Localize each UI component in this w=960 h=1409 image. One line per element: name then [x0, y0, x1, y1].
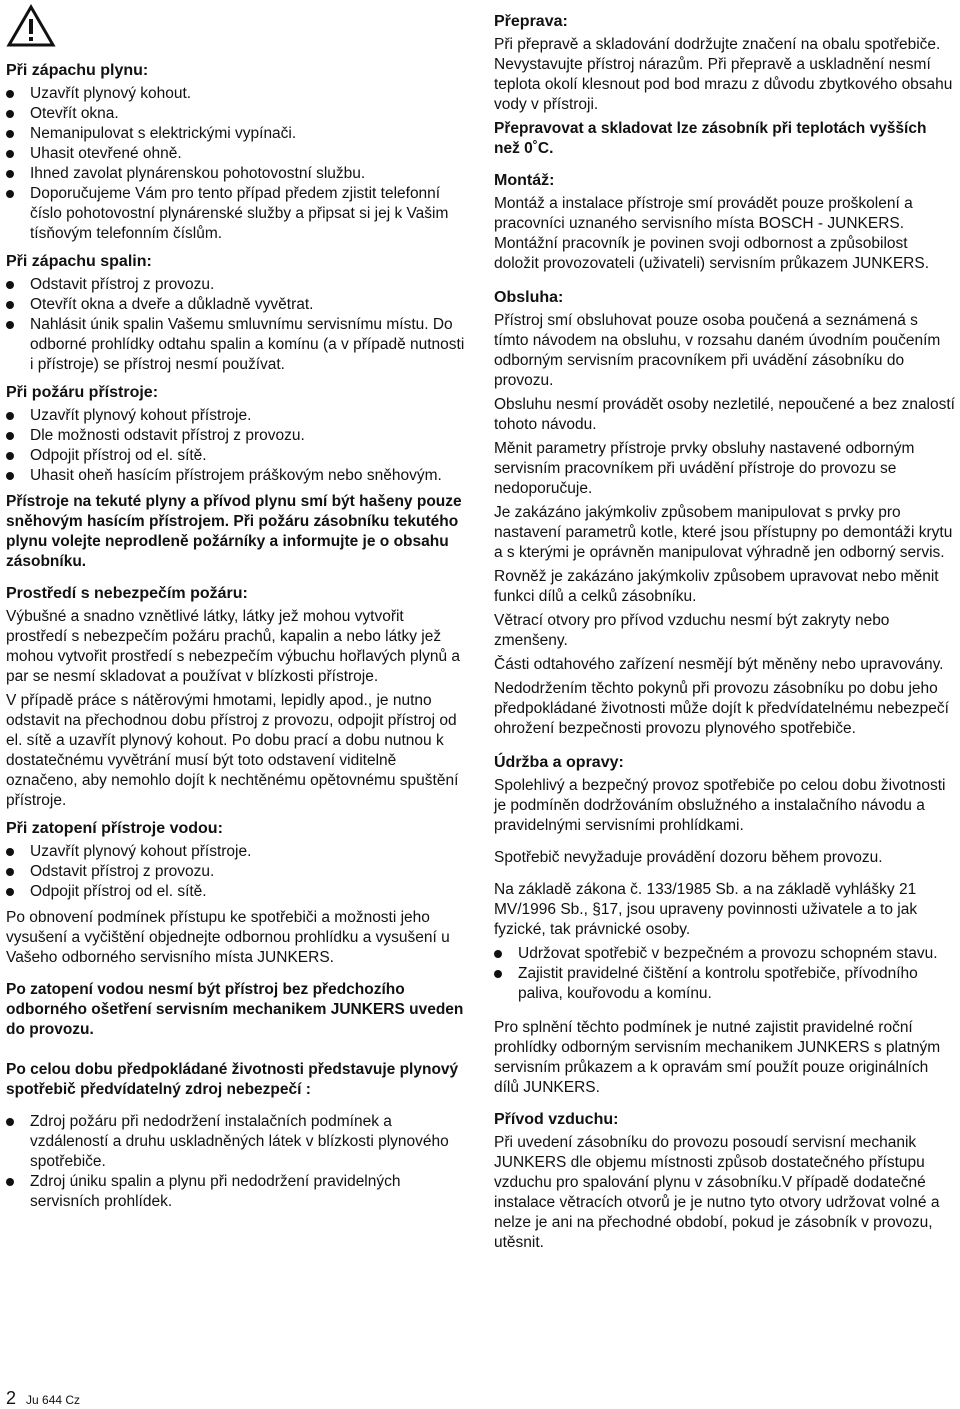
list-item: Otevřít okna.	[6, 104, 468, 124]
list-item: Uhasit otevřené ohně.	[6, 144, 468, 164]
right-column	[494, 0, 956, 1257]
fire-env-paragraph: Výbušné a snadno vznětlivé látky, látky jež mohou vytvořit prostředí s nebezpečím požáru prachů, kapalin a nebo látky jež mohou vytvořit prostředí s nebezpečím výbuchu hořlavých plynů a par se nesmí skladovat a používat v blízkosti přístroje.	[6, 608, 461, 685]
list-item: Zdroj úniku spalin a plynu při nedodržení pravidelných servisních prohlídek.	[6, 1172, 468, 1212]
list-item: Odstavit přístroj z provozu.	[6, 862, 468, 882]
flue-leak-heading: Při zápachu spalin:	[6, 253, 152, 270]
maintenance-heading: Údržba a opravy:	[494, 754, 624, 771]
fire-note: Přístroje na tekuté plyny a přívod plynu smí být hašeny pouze sněhovým hasícím přístrojem. Při požáru zásobníku tekutého plynu volejte neprodleně požárníky a informujte je o obsahu zásobníku.	[6, 493, 462, 570]
list-item: Uzavřít plynový kohout přístroje.	[6, 406, 468, 426]
flue-leak-list	[6, 275, 468, 375]
bullet-icon	[6, 432, 14, 440]
transport-paragraph: Při přepravě a skladování dodržujte značení na obalu spotřebiče. Nevystavujte přístroj nárazům. Při přepravě a uskladnění nesmí teplota okolí klesnout pod bod mrazu z důvodu zbytkového obsahu vody v přístroji.	[494, 36, 953, 113]
maintenance-paragraph: Spolehlivý a bezpečný provoz spotřebiče po celou dobu životnosti je podmíněn dodržováním obslužného a instalačního návodu a pravidelnými servisními prohlídkami.	[494, 777, 946, 834]
bullet-icon	[6, 868, 14, 876]
operation-paragraph: Větrací otvory pro přívod vzduchu nesmí být zakryty nebo zmenšeny.	[494, 612, 890, 649]
fire-list	[6, 406, 468, 486]
bullet-icon	[6, 90, 14, 98]
bullet-icon	[6, 1178, 14, 1186]
bullet-icon	[6, 888, 14, 896]
maintenance-list	[494, 944, 956, 1004]
maintenance-paragraph: Na základě zákona č. 133/1985 Sb. a na základě vyhlášky 21 MV/1996 Sb., §17, jsou upraveny povinnosti uživatele a to jak fyzické, tak právnické osoby.	[494, 881, 918, 938]
gas-leak-list	[6, 84, 468, 244]
air-paragraph: Při uvedení zásobníku do provozu posoudí servisní mechanik JUNKERS dle objemu místnosti způsob dostatečného přístupu vzduchu pro spalování plynu v zásobníku.V případě dodatečné instalace větracích otvorů je je nutno tyto otvory udržovat volné a nelze je ani na přechodné období, pokud je zásobník v provozu, utěsnit.	[494, 1134, 940, 1251]
lifetime-list	[6, 1112, 468, 1212]
list-item: Udržovat spotřebič v bezpečném a provozu schopném stavu.	[494, 944, 956, 964]
lifetime-note: Po celou dobu předpokládané životnosti představuje plynový spotřebič předvídatelný zdroj nebezpečí :	[6, 1061, 459, 1098]
bullet-icon	[6, 281, 14, 289]
list-item: Zajistit pravidelné čištění a kontrolu spotřebiče, přívodního paliva, kouřovodu a komínu.	[494, 964, 956, 1004]
bullet-icon	[494, 970, 502, 978]
operation-paragraph: Je zakázáno jakýmkoliv způsobem manipulovat s prvky pro nastavení parametrů kotle, které jsou přístupny po demontáži krytu a s kterými je oprávněn manipulovat výhradně jen odborný servis.	[494, 504, 953, 561]
page-number: 2	[6, 1388, 17, 1408]
operation-paragraph: Rovněž je zakázáno jakýmkoliv způsobem upravovat nebo měnit funkci dílů a celků zásobníku.	[494, 568, 939, 605]
install-paragraph: Montáž a instalace přístroje smí provádět pouze proškolení a pracovníci uznaného servisního místa BOSCH - JUNKERS. Montážní pracovník je povinen svoji odbornost a způsobilost doložit provozovateli (uživateli) servisním průkazem JUNKERS.	[494, 195, 930, 272]
left-column	[6, 0, 468, 1218]
list-item: Nahlásit únik spalin Vašemu smluvnímu servisnímu místu. Do odborné prohlídky odtahu spalin a komínu (a v případě nutnosti i přístroje) se přístroj nesmí používat.	[6, 315, 468, 375]
bullet-icon	[6, 190, 14, 198]
list-item: Otevřít okna a dveře a důkladně vyvětrat.	[6, 295, 468, 315]
bullet-icon	[494, 950, 502, 958]
list-item: Nemanipulovat s elektrickými vypínači.	[6, 124, 468, 144]
list-item: Odpojit přístroj od el. sítě.	[6, 446, 468, 466]
bullet-icon	[6, 170, 14, 178]
transport-heading: Přeprava:	[494, 13, 568, 30]
warning-icon	[6, 4, 56, 48]
flood-note: Po zatopení vodou nesmí být přístroj bez předchozího odborného ošetření servisním mechanikem JUNKERS uveden do provozu.	[6, 981, 464, 1038]
list-item: Doporučujeme Vám pro tento případ předem zjistit telefonní číslo pohotovostní plynárenské služby a připsat si jej k Vašim tísňovým telefonním číslům.	[6, 184, 468, 244]
maintenance-paragraph: Spotřebič nevyžaduje provádění dozoru během provozu.	[494, 849, 883, 866]
bullet-icon	[6, 321, 14, 329]
bullet-icon	[6, 412, 14, 420]
flood-heading: Při zatopení přístroje vodou:	[6, 820, 223, 837]
bullet-icon	[6, 301, 14, 309]
air-heading: Přívod vzduchu:	[494, 1111, 619, 1128]
maintenance-paragraph: Pro splnění těchto podmínek je nutné zajistit pravidelné roční prohlídky odborným servisním mechanikem JUNKERS s platným servisním průkazem a k opravám smí použít pouze originálních dílů JUNKERS.	[494, 1019, 941, 1096]
flood-list	[6, 842, 468, 902]
flood-paragraph: Po obnovení podmínek přístupu ke spotřebiči a možnosti jeho vysušení a vyčištění objednejte odbornou prohlídku a vysušení u Vašeho odborného servisního místa JUNKERS.	[6, 909, 450, 966]
list-item: Zdroj požáru při nedodržení instalačních podmínek a vzdáleností a druhu uskladněných látek v blízkosti plynového spotřebiče.	[6, 1112, 468, 1172]
operation-paragraph: Nedodržením těchto pokynů při provozu zásobníku po dobu jeho předpokládané životnosti může dojít k předvídatelnému nebezpečí ohrožení bezpečnosti provozu plynového spotřebiče.	[494, 680, 949, 737]
bullet-icon	[6, 452, 14, 460]
gas-leak-heading: Při zápachu plynu:	[6, 62, 149, 79]
list-item: Dle možnosti odstavit přístroj z provozu.	[6, 426, 468, 446]
bullet-icon	[6, 472, 14, 480]
bullet-icon	[6, 1118, 14, 1126]
transport-note: Přepravovat a skladovat lze zásobník při teplotách vyšších než 0˚C.	[494, 120, 927, 157]
page-footer	[6, 1388, 80, 1409]
list-item: Uzavřít plynový kohout.	[6, 84, 468, 104]
list-item: Uzavřít plynový kohout přístroje.	[6, 842, 468, 862]
install-heading: Montáž:	[494, 172, 555, 189]
document-code: Ju 644 Cz	[26, 1393, 81, 1407]
fire-heading: Při požáru přístroje:	[6, 384, 159, 401]
operation-heading: Obsluha:	[494, 289, 564, 306]
operation-paragraph: Části odtahového zařízení nesmějí být měněny nebo upravovány.	[494, 656, 944, 673]
fire-env-heading: Prostředí s nebezpečím požáru:	[6, 585, 248, 602]
list-item: Uhasit oheň hasícím přístrojem práškovým nebo sněhovým.	[6, 466, 468, 486]
list-item: Odpojit přístroj od el. sítě.	[6, 882, 468, 902]
list-item: Ihned zavolat plynárenskou pohotovostní službu.	[6, 164, 468, 184]
operation-paragraph: Měnit parametry přístroje prvky obsluhy nastavené odborným servisním pracovníkem při uvádění přístroje do provozu se nedoporučuje.	[494, 440, 915, 497]
bullet-icon	[6, 848, 14, 856]
operation-paragraph: Přístroj smí obsluhovat pouze osoba poučená a seznámená s tímto návodem na obsluhu, v rozsahu daném úvodním poučením odborným servisním pracovníkem při uvádění zásobníku do provozu.	[494, 312, 941, 389]
bullet-icon	[6, 130, 14, 138]
bullet-icon	[6, 150, 14, 158]
list-item: Odstavit přístroj z provozu.	[6, 275, 468, 295]
operation-paragraph: Obsluhu nesmí provádět osoby nezletilé, nepoučené a bez znalostí tohoto návodu.	[494, 396, 955, 433]
bullet-icon	[6, 110, 14, 118]
fire-env-paragraph: V případě práce s nátěrovými hmotami, lepidly apod., je nutno odstavit na přechodnou dobu přístroj z provozu, odpojit přístroj od el. sítě a uzavřít plynový kohout. Po dobu prací a dobu nutnou k dostatečnému vyvětrání musí být toto odstavení viditelně označeno, aby nemohlo dojít k nechtěnému opětovnému spuštění přístroje.	[6, 692, 459, 809]
